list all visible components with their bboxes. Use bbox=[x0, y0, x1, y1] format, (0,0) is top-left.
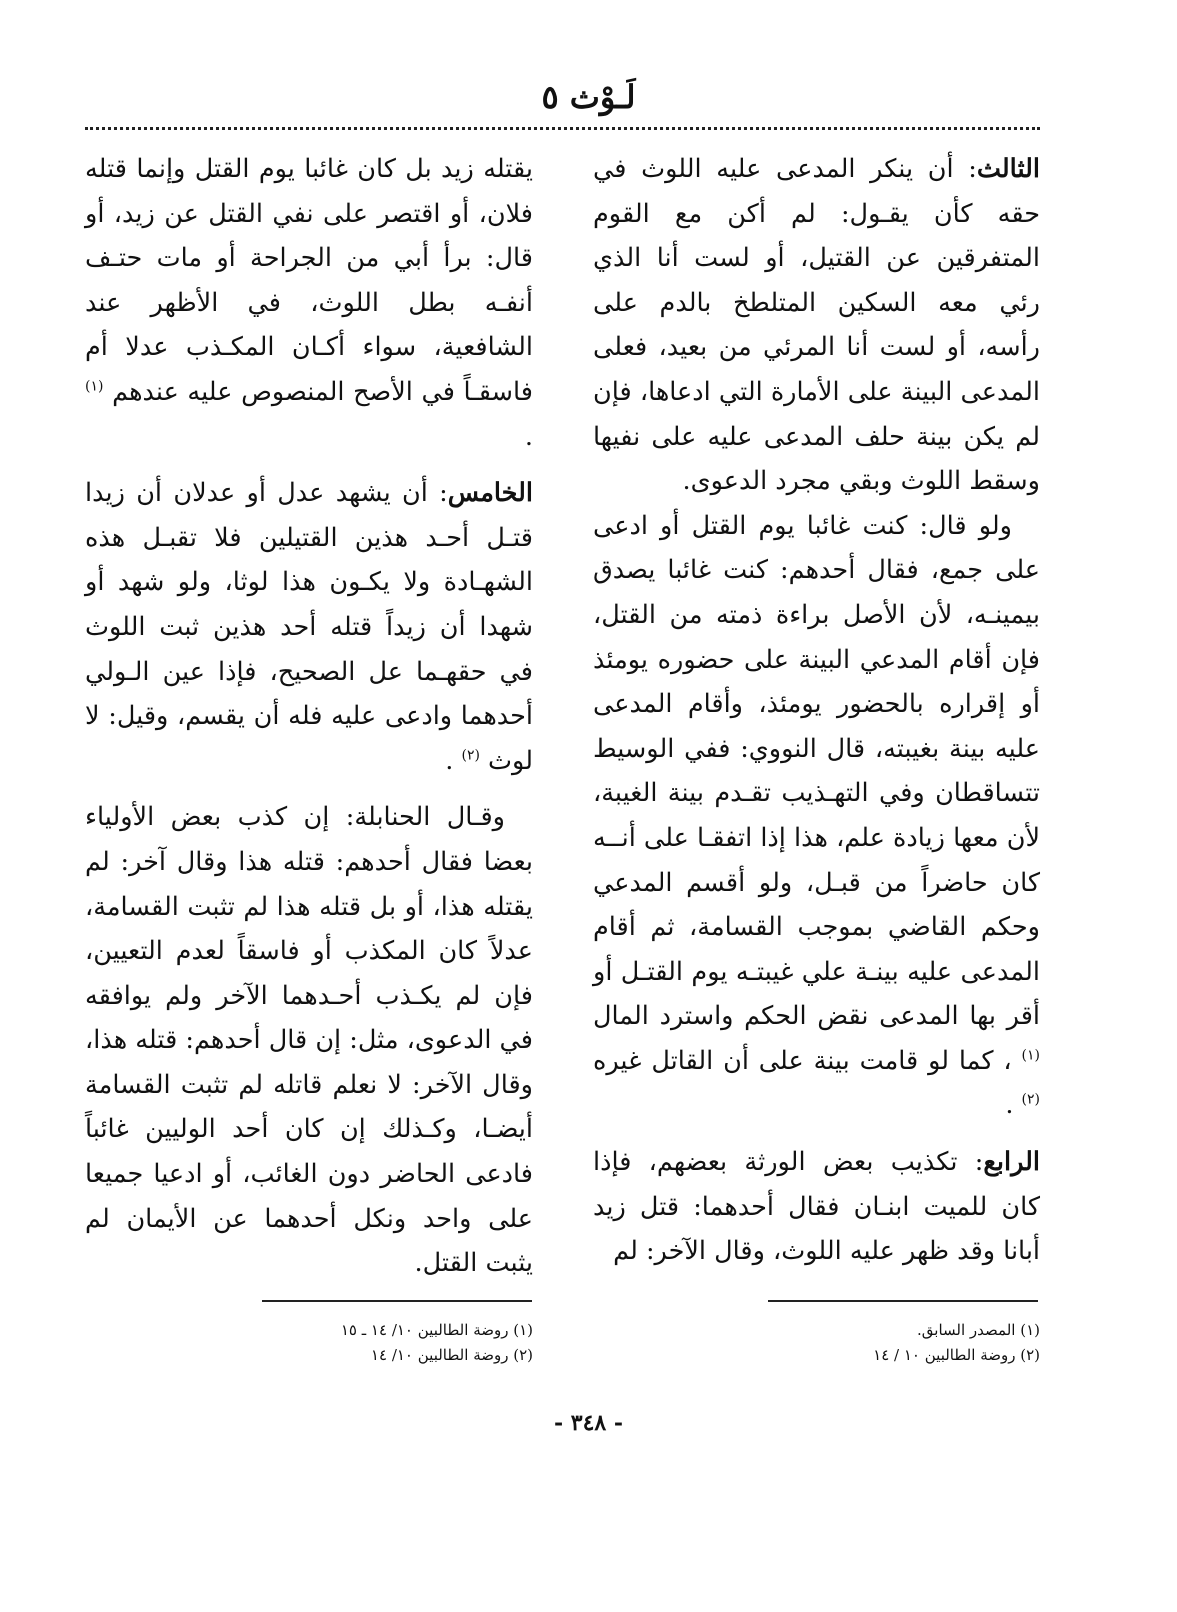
paragraph-end: . bbox=[1005, 1090, 1014, 1121]
paragraph-continuation bbox=[85, 147, 533, 459]
paragraph-fifth bbox=[85, 471, 533, 783]
footnote-item: (١) روضة الطالبين ١٠/ ١٤ ـ ١٥ bbox=[340, 1321, 533, 1339]
paragraph-lead-third: الثالث bbox=[976, 154, 1040, 184]
paragraph-text: وقـال الحنابلة: إن كذب بعض الأولياء بعضا فقال أحدهم: قتله هذا وقال آخر: لم يقتله هذا، أو بل قتله هذا لم تثبت القسامة، عدلاً كان المكذب أو فاسقاً لعدم التعيين، فإن لم يكـذب أحـدهما الآخر ولم يوافقه في الدعوى، مثل: إن قال أحدهم: قتله هذا، وقال الآخر: لا نعلم قاتله لم تثبت القسامة أيضـا، وكـذلك إن كان أحد الوليين غائباً فادعى الحاضر دون الغائب، أو ادعيا جميعا على واحد ونكل أحدهما عن الأيمان لم يثبت القتل. bbox=[85, 802, 533, 1279]
paragraph-text: : تكذيب بعض الورثة بعضهم، فإذا كان للميت ابنـان فقال أحدهما: قتل زيد أبانا وقد ظهر عليه اللوث، وقال الآخر: لم bbox=[593, 1147, 1040, 1267]
right-column bbox=[593, 147, 1040, 1274]
page-header-title: لَـوْث ٥ bbox=[541, 78, 636, 116]
paragraph-end: . bbox=[445, 745, 454, 776]
paragraph-text: ولو قال: كنت غائبا يوم القتل أو ادعى على جمع، فقال أحدهم: كنت غائبا يصدق بيمينـه، لأن الأصل براءة ذمته من القتل، فإن أقام المدعي البينة على حضوره يومئذ أو إقراره بالحضور يومئذ، وأقام المدعى عليه بينة بغيبته، قال النووي: ففي الوسيط تتساقطان وفي التهـذيب تقـدم بينة الغيبة، لأن معها زيادة علم، هذا إذا اتفقـا على أنــه كان حاضراً من قبـل، ولو أقسم المدعي وحكم القاضي بموجب القسامة، ثم أقام المدعى عليه بينـة علي غيبتـه يوم القتـل أو أقر بها المدعى نقض الحكم واسترد المال bbox=[593, 510, 1040, 1032]
paragraph-text: : أن يشهد عدل أو عدلان أن زيدا قتـل أحـد هذين القتيلين فلا تقبـل هذه الشهـادة ولا يكـون هذا لوثا، ولو شهد أو شهدا أن زيداً قتله أحد هذين ثبت اللوث في حقهـما عل الصحيح، فإذا عين الـولي أحدهما وادعى عليه فله أن يقسم، وقيل: لا لوث bbox=[85, 478, 533, 776]
paragraph-hanbali bbox=[85, 795, 533, 1286]
paragraph-text: ، كما لو قامت بينة على أن القاتل غيره bbox=[593, 1045, 1012, 1076]
paragraph-text: : أن ينكر المدعى عليه اللوث في حقه كأن يقـول: لم أكن مع القوم المتفرقين عن القتيل، أو لست أنا الذي رئي معه السكين المتلطخ بالدم على رأسه، أو لست أنا المرئي من بعيد، فعلى المدعى البينة على الأمارة التي ادعاها، فإن لم يكن بينة حلف المدعى عليه على نفيها وسقط اللوث وبقي مجرد الدعوى. bbox=[593, 154, 1040, 497]
footnote-item: (٢) روضة الطالبين ١٠/ ١٤ bbox=[370, 1346, 533, 1364]
footnote-divider-left bbox=[262, 1300, 532, 1302]
footnote-ref: (١) bbox=[85, 378, 104, 395]
paragraph-fourth bbox=[593, 1140, 1040, 1274]
paragraph-text: يقتله زيد بل كان غائبا يوم القتل وإنما قتله فلان، أو اقتصر على نفي القتل عن زيد، أو قال: برأ أبي من الجراحة أو مات حتـف أنفـه بطل اللوث، في الأظهر عند الشافعية، سواء أكـان المكـذب عدلا أم فاسقـاً في الأصح المنصوص عليه عندهم bbox=[85, 154, 533, 407]
footnote-ref: (١) bbox=[1021, 1047, 1041, 1064]
paragraph-third bbox=[593, 147, 1040, 504]
left-column bbox=[85, 147, 533, 1286]
footnote-item: (١) المصدر السابق. bbox=[917, 1321, 1040, 1339]
page-number: - ٣٤٨ - bbox=[553, 1410, 624, 1436]
footnote-item: (٢) روضة الطالبين ١٠ / ١٤ bbox=[873, 1346, 1040, 1364]
paragraph-absence-claim bbox=[593, 504, 1040, 1128]
paragraph-end: . bbox=[524, 421, 533, 452]
footnote-divider-right bbox=[768, 1300, 1038, 1302]
paragraph-lead-fourth: الرابع bbox=[983, 1147, 1040, 1178]
header-dotted-rule bbox=[85, 127, 1040, 130]
footnote-ref: (٢) bbox=[461, 747, 480, 764]
footnotes-left bbox=[85, 1318, 533, 1368]
footnote-ref: (٢) bbox=[1021, 1091, 1040, 1108]
footnotes-right bbox=[593, 1318, 1040, 1368]
paragraph-lead-fifth: الخامس bbox=[447, 478, 533, 509]
